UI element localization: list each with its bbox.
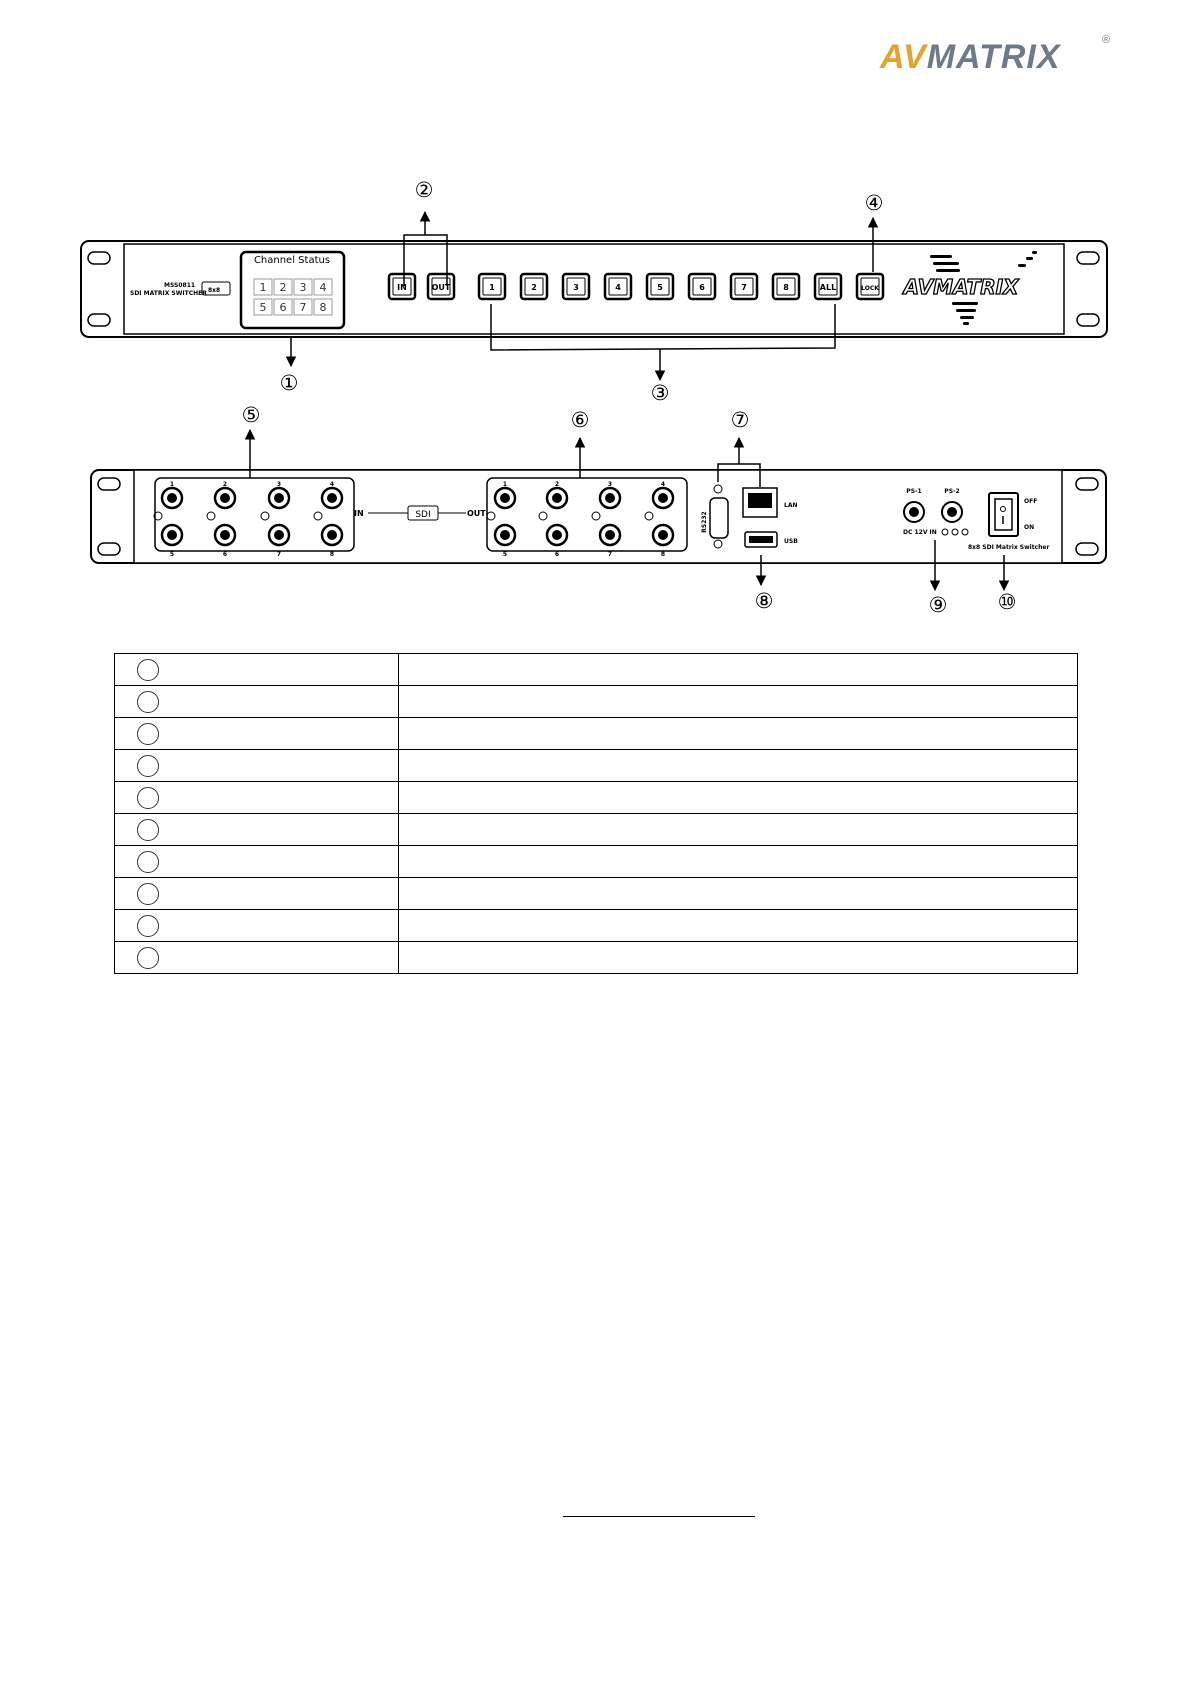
callout-5: ⑤ — [241, 403, 261, 427]
legend-description-cell — [399, 910, 1078, 942]
button-channel-2-label: 2 — [531, 283, 537, 292]
legend-item-cell — [115, 942, 399, 974]
button-channel-7[interactable] — [731, 274, 757, 299]
legend-number-circle: 3 — [137, 723, 159, 745]
ps2-connector-icon — [947, 507, 957, 517]
lcd-title: Channel Status — [253, 255, 331, 266]
callout-4: ④ — [864, 191, 884, 215]
on-label: ON — [1024, 524, 1035, 531]
bnc-pin-icon — [658, 530, 668, 540]
button-channel-2[interactable] — [521, 274, 547, 299]
bnc-pin-icon — [327, 493, 337, 503]
usb-label: USB — [784, 538, 798, 545]
sdi-out-number-7: 7 — [607, 551, 613, 558]
button-all-label: ALL — [819, 283, 837, 292]
bnc-pin-icon — [274, 493, 284, 503]
sdi-in-number-6: 6 — [222, 551, 228, 558]
legend-item-cell — [115, 750, 399, 782]
legend-number-circle: 8 — [137, 883, 159, 905]
rs232-label: RS232 — [701, 511, 708, 533]
front-panel — [81, 212, 1107, 380]
model-sublabel: SDI MATRIX SWITCHER — [130, 290, 207, 297]
product-label: 8x8 SDI Matrix Switcher — [968, 544, 1050, 551]
model-label: MSS0811 — [164, 282, 196, 289]
lan-label: LAN — [784, 502, 798, 509]
sdi-out-number-6: 6 — [554, 551, 560, 558]
dc-label: DC 12V IN — [903, 529, 937, 536]
ps1-connector-icon — [909, 507, 919, 517]
legend-description-cell — [399, 782, 1078, 814]
legend-description-cell — [399, 750, 1078, 782]
legend-number-circle: 1 — [137, 659, 159, 681]
legend-item-cell — [115, 782, 399, 814]
legend-description-cell — [399, 878, 1078, 910]
legend-item-cell — [115, 686, 399, 718]
sdi-in-number-4: 4 — [329, 481, 335, 488]
legend-description-cell — [399, 942, 1078, 974]
button-out[interactable] — [428, 274, 454, 299]
legend-row — [115, 718, 1078, 750]
legend-item-cell — [115, 910, 399, 942]
legend-description-cell — [399, 846, 1078, 878]
ps1-label: PS-1 — [906, 488, 922, 495]
lcd-cell: 6 — [279, 301, 287, 314]
bnc-pin-icon — [500, 530, 510, 540]
legend-item-cell — [115, 878, 399, 910]
legend-table — [114, 653, 1078, 974]
legend-description-cell — [399, 686, 1078, 718]
bnc-pin-icon — [167, 530, 177, 540]
lcd-cell: 1 — [259, 281, 267, 294]
legend-row — [115, 654, 1078, 686]
button-lock-label: LOCK — [861, 285, 879, 292]
legend-item-cell — [115, 654, 399, 686]
legend-number-circle: 6 — [137, 819, 159, 841]
button-channel-5-label: 5 — [657, 283, 663, 292]
button-channel-3[interactable] — [563, 274, 589, 299]
bnc-pin-icon — [220, 530, 230, 540]
callout-3: ③ — [650, 381, 670, 405]
lcd-cell: 7 — [299, 301, 307, 314]
usb-slot-icon — [749, 536, 773, 543]
off-label: OFF — [1024, 498, 1038, 505]
front-logo-text: AVMATRIX — [903, 275, 1019, 299]
legend-description-cell — [399, 654, 1078, 686]
sdi-in-number-1: 1 — [169, 481, 175, 488]
legend-table-body — [115, 654, 1078, 974]
logo-av: AV — [880, 38, 927, 76]
sdi-in-number-5: 5 — [169, 551, 175, 558]
button-in[interactable] — [389, 274, 415, 299]
sdi-in-number-2: 2 — [222, 481, 228, 488]
lcd-cell: 2 — [279, 281, 287, 294]
sdi-out-number-2: 2 — [554, 481, 560, 488]
button-channel-4[interactable] — [605, 274, 631, 299]
legend-row — [115, 846, 1078, 878]
button-channel-4-label: 4 — [615, 283, 621, 292]
lcd-cell: 5 — [259, 301, 267, 314]
button-channel-3-label: 3 — [573, 283, 579, 292]
bnc-pin-icon — [500, 493, 510, 503]
sdi-out-number-8: 8 — [660, 551, 666, 558]
callout-9: ⑨ — [928, 593, 948, 617]
ps2-label: PS-2 — [944, 488, 960, 495]
legend-number-circle: 10 — [137, 947, 159, 969]
legend-item-cell — [115, 718, 399, 750]
bnc-pin-icon — [220, 493, 230, 503]
callout-7: ⑦ — [730, 408, 750, 432]
sdi-in-number-8: 8 — [329, 551, 335, 558]
button-out-label: OUT — [431, 283, 451, 292]
callout-2: ② — [414, 178, 434, 202]
sdi-out-number-4: 4 — [660, 481, 666, 488]
button-channel-8[interactable] — [773, 274, 799, 299]
model-badge: 8x8 — [208, 287, 221, 294]
button-channel-1[interactable] — [479, 274, 505, 299]
legend-row — [115, 878, 1078, 910]
legend-row — [115, 814, 1078, 846]
button-channel-1-label: 1 — [489, 283, 495, 292]
legend-description-cell — [399, 718, 1078, 750]
bnc-pin-icon — [658, 493, 668, 503]
legend-number-circle: 5 — [137, 787, 159, 809]
legend-number-circle: 9 — [137, 915, 159, 937]
button-lock[interactable] — [857, 274, 883, 299]
sdi-label: SDI — [415, 510, 431, 520]
legend-item-cell — [115, 846, 399, 878]
lcd-cell: 8 — [319, 301, 327, 314]
legend-number-circle: 7 — [137, 851, 159, 873]
sdi-out-number-5: 5 — [502, 551, 508, 558]
legend-row — [115, 782, 1078, 814]
sdi-in-number-7: 7 — [276, 551, 282, 558]
bnc-pin-icon — [605, 530, 615, 540]
lan-jack-icon — [748, 493, 772, 508]
legend-number-circle: 2 — [137, 691, 159, 713]
rear-panel — [91, 430, 1106, 590]
button-channel-5[interactable] — [647, 274, 673, 299]
callout-10: ⑩ — [997, 590, 1017, 614]
bnc-pin-icon — [605, 493, 615, 503]
bnc-pin-icon — [552, 493, 562, 503]
device-diagram — [0, 0, 1192, 640]
legend-description-cell — [399, 814, 1078, 846]
button-channel-6[interactable] — [689, 274, 715, 299]
button-channel-6-label: 6 — [699, 283, 705, 292]
sdi-in-number-3: 3 — [276, 481, 282, 488]
legend-row — [115, 686, 1078, 718]
bnc-pin-icon — [167, 493, 177, 503]
legend-row — [115, 942, 1078, 974]
bnc-pin-icon — [274, 530, 284, 540]
sdi-out-number-1: 1 — [502, 481, 508, 488]
legend-row — [115, 910, 1078, 942]
legend-number-circle: 4 — [137, 755, 159, 777]
legend-row — [115, 750, 1078, 782]
bnc-pin-icon — [552, 530, 562, 540]
callout-6: ⑥ — [570, 408, 590, 432]
logo-matrix: MATRIX — [926, 38, 1061, 76]
in-label: IN — [354, 509, 364, 518]
page-footer-rule — [563, 1516, 755, 1517]
button-in-label: IN — [397, 283, 407, 292]
callout-8: ⑧ — [754, 589, 774, 613]
legend-item-cell — [115, 814, 399, 846]
button-channel-8-label: 8 — [783, 283, 789, 292]
out-label: OUT — [467, 509, 486, 518]
lcd-cell: 3 — [299, 281, 307, 294]
lcd-cell: 4 — [319, 281, 327, 294]
bnc-pin-icon — [327, 530, 337, 540]
registered-mark: ® — [1102, 34, 1111, 46]
sdi-out-number-3: 3 — [607, 481, 613, 488]
button-all[interactable] — [815, 274, 841, 299]
callout-1: ① — [279, 371, 299, 395]
button-channel-7-label: 7 — [741, 283, 747, 292]
